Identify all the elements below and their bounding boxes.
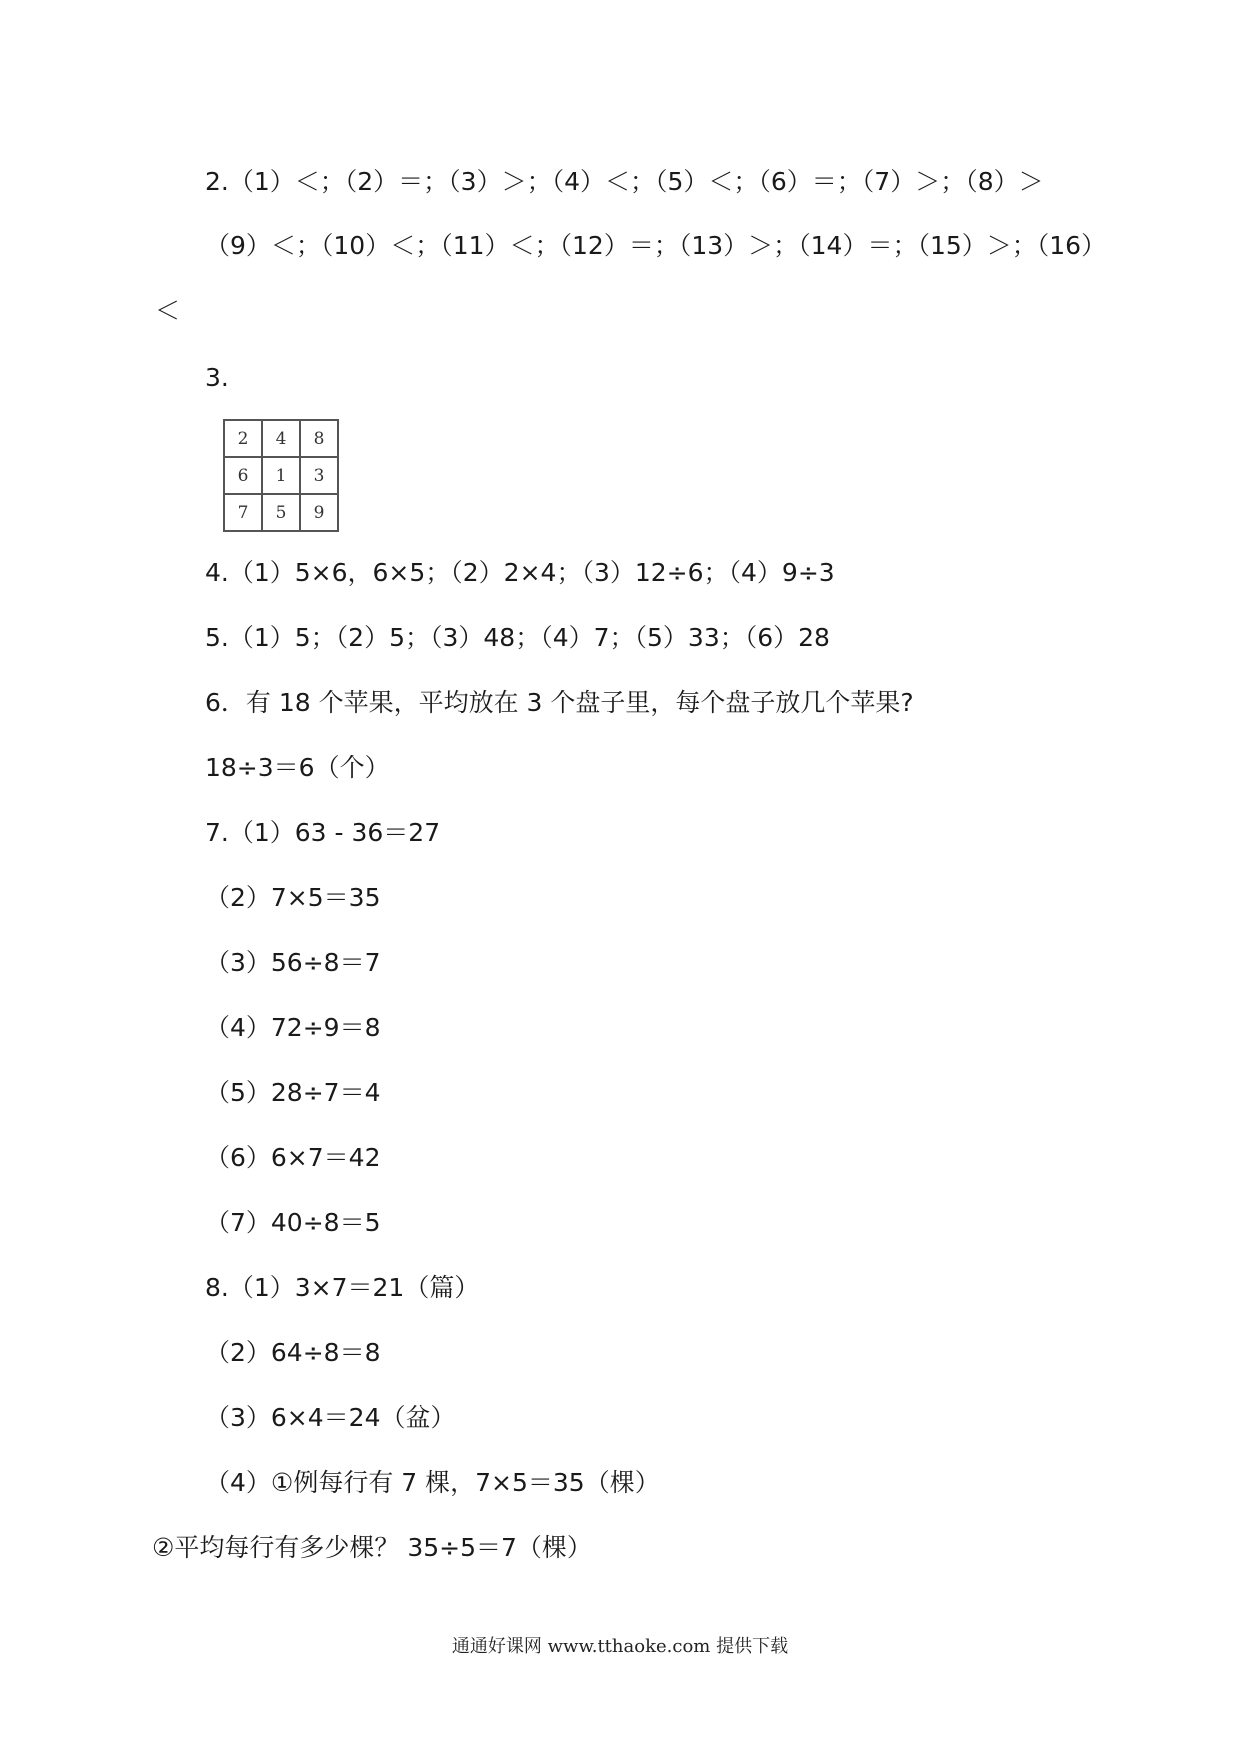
grid-cell: 4	[262, 420, 300, 457]
grid-cell: 2	[224, 420, 262, 457]
q6-answer: 18÷3＝6（个）	[205, 753, 390, 782]
magic-square-grid	[223, 419, 339, 532]
page-footer: 通通好课网 www.tthaoke.com 提供下载	[451, 1636, 789, 1657]
grid-cell: 1	[262, 457, 300, 494]
q7-line-4: （4）72÷9＝8	[205, 1013, 381, 1042]
q7-line-1: 7.（1）63 - 36＝27	[205, 818, 441, 847]
q8-line-5: ②平均每行有多少棵？ 35÷5＝7（棵）	[152, 1533, 592, 1562]
q7-line-3: （3）56÷8＝7	[205, 948, 381, 977]
q6-question: 6．有 18 个苹果，平均放在 3 个盘子里，每个盘子放几个苹果?	[205, 688, 914, 717]
q8-line-1: 8.（1）3×7＝21（篇）	[205, 1273, 480, 1302]
q3-label: 3.	[205, 363, 229, 392]
grid-cell: 5	[262, 494, 300, 531]
q7-line-2: （2）7×5＝35	[205, 883, 381, 912]
q8-line-4: （4）①例每行有 7 棵，7×5＝35（棵）	[205, 1468, 660, 1497]
q7-line-5: （5）28÷7＝4	[205, 1078, 381, 1107]
grid-row	[224, 420, 338, 457]
grid-cell: 6	[224, 457, 262, 494]
q7-line-6: （6）6×7＝42	[205, 1143, 381, 1172]
grid-cell: 8	[300, 420, 338, 457]
q2-line-1: 2.（1）＜；（2）＝；（3）＞；（4）＜；（5）＜；（6）＝；（7）＞；（8）＞	[205, 167, 1044, 196]
q5-answer: 5.（1）5；（2）5；（3）48；（4）7；（5）33；（6）28	[205, 623, 830, 652]
q7-line-7: （7）40÷8＝5	[205, 1208, 381, 1237]
grid-cell: 3	[300, 457, 338, 494]
q4-answer: 4.（1）5×6，6×5；（2）2×4；（3）12÷6；（4）9÷3	[205, 558, 835, 587]
grid-cell: 7	[224, 494, 262, 531]
grid-row	[224, 457, 338, 494]
grid-row	[224, 494, 338, 531]
q2-line-2: （9）＜；（10）＜；（11）＜；（12）＝；（13）＞；（14）＝；（15）＞；（16）	[205, 231, 1107, 260]
grid-cell: 9	[300, 494, 338, 531]
q8-line-3: （3）6×4＝24（盆）	[205, 1403, 456, 1432]
q8-line-2: （2）64÷8＝8	[205, 1338, 381, 1367]
q2-line-3: ＜	[155, 296, 181, 325]
